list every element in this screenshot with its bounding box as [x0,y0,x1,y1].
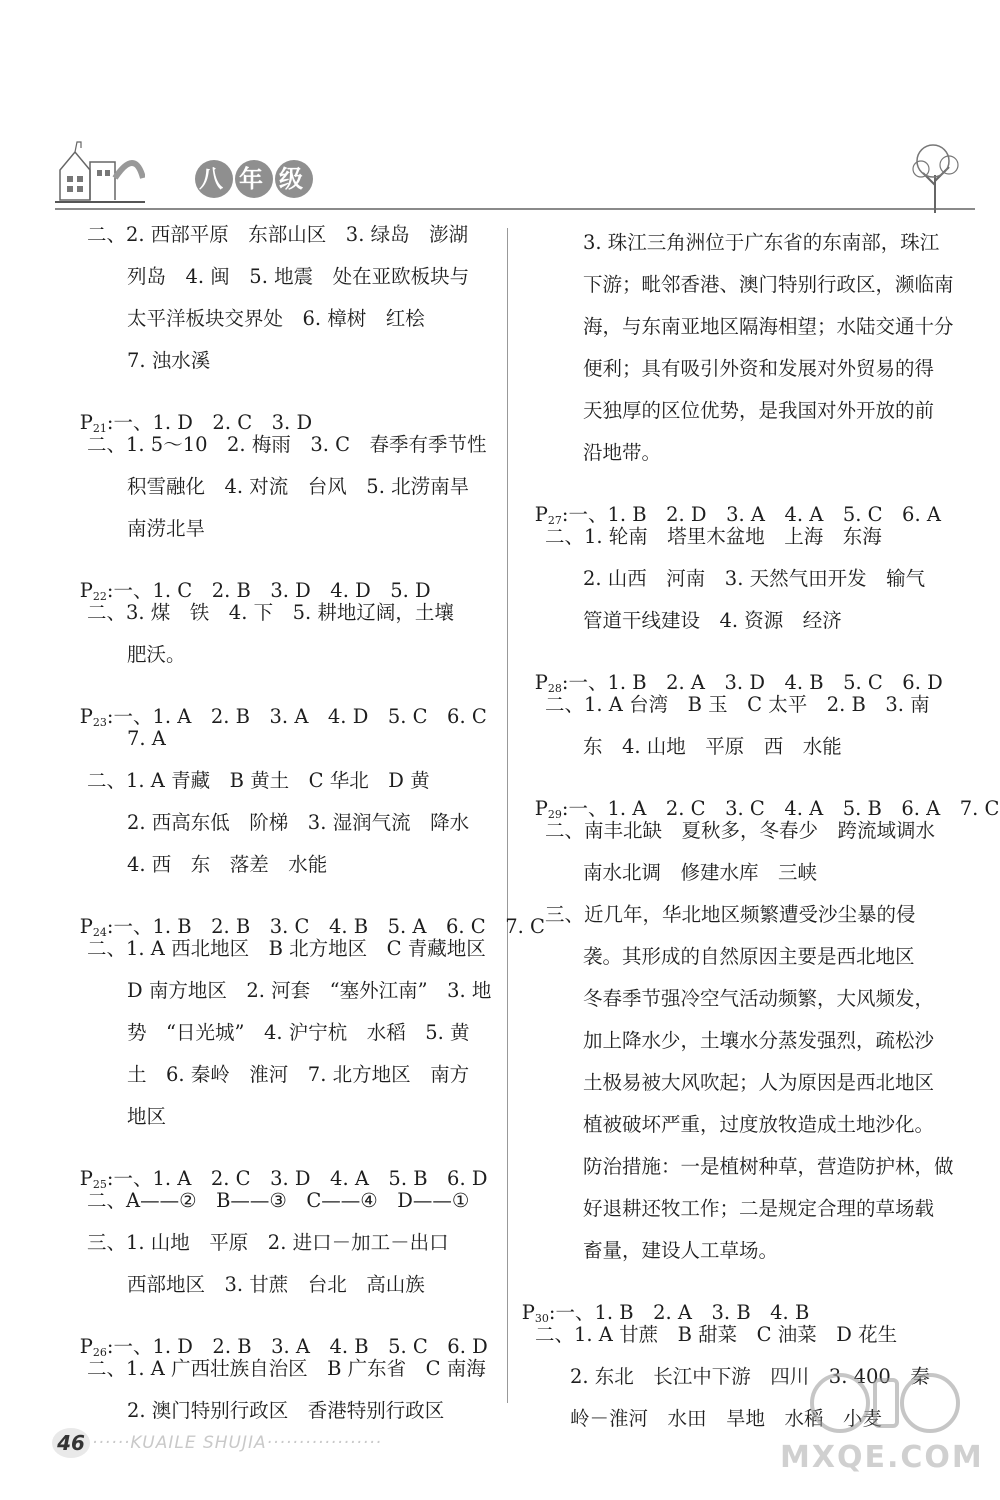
answer-line: 7. 浊水溪 [127,349,211,372]
answer-line: 畜量，建设人工草场。 [583,1239,779,1262]
answer-line: 3. 珠江三角洲位于广东省的东南部，珠江 [583,231,940,254]
answer-line: P30:一、1. B 2. A 3. B 4. B [521,1300,810,1325]
page-label: P23 [79,704,107,729]
answer-line: 袭。其形成的自然原因主要是西北地区 [583,945,915,968]
answer-line: 4. 西 东 落差 水能 [127,853,328,876]
answer-line: 三、近几年，华北地区频繁遭受沙尘暴的侵 [545,903,916,926]
answer-line: 植被破坏严重，过度放牧造成土地沙化。 [583,1113,935,1136]
page-label: P25 [79,1166,107,1191]
answer-line: 二、1. A 广西壮族自治区 B 广东省 C 南海 [87,1357,486,1380]
answer-line: 土 6. 秦岭 淮河 7. 北方地区 南方 [127,1063,470,1086]
answer-line: 2. 西高东低 阶梯 3. 湿润气流 降水 [127,811,470,834]
answer-line: 肥沃。 [127,643,186,666]
page-label: P28 [534,670,562,695]
answer-line: 南涝北旱 [127,517,206,540]
answer-line: P23:一、1. A 2. B 3. A 4. D 5. C 6. C [79,704,487,729]
answer-line: 冬春季节强冷空气活动频繁，大风频发， [583,987,935,1010]
answer-line: 7. A [127,727,166,750]
watermark [780,1368,990,1488]
watermark-text: MXQE.COM [780,1440,984,1475]
answer-line: 二、1. A 台湾 B 玉 C 太平 2. B 3. 南 [545,693,930,716]
page-header [0,130,1000,220]
answer-line: P29:一、1. A 2. C 3. C 4. A 5. B 6. A 7. C [534,796,1000,821]
answer-line: 2. 澳门特别行政区 香港特别行政区 [127,1399,445,1422]
answer-line: 岭－淮河 水田 旱地 水稻 小麦 [570,1407,883,1430]
answer-line: P28:一、1. B 2. A 3. D 4. B 5. C 6. D [534,670,943,695]
tree-illustration-icon [905,135,965,215]
answer-line: 加上降水少，土壤水分蒸发强烈，疏松沙 [583,1029,935,1052]
answer-line: D 南方地区 2. 河套 “塞外江南” 3. 地 [127,979,492,1002]
page-label: P22 [79,578,107,603]
answer-line: 下游；毗邻香港、澳门特别行政区，濒临南 [583,273,954,296]
answer-line: 东 4. 山地 平原 西 水能 [583,735,842,758]
answer-line: 势 “日光城” 4. 沪宁杭 水稻 5. 黄 [127,1021,470,1044]
answer-line: 天独厚的区位优势，是我国对外开放的前 [583,399,935,422]
grade-char: 年 [235,160,273,198]
page-label: P30 [521,1300,549,1325]
answer-line: P27:一、1. B 2. D 3. A 4. A 5. C 6. A [534,502,941,527]
column-divider [507,228,508,1403]
answer-line: 土极易被大风吹起；人为原因是西北地区 [583,1071,935,1094]
answer-line: 二、1. A 西北地区 B 北方地区 C 青藏地区 [87,937,486,960]
answer-line: 南水北调 修建水库 三峡 [583,861,818,884]
answer-line: 西部地区 3. 甘蔗 台北 高山族 [127,1273,425,1296]
answer-line: 二、1. 轮南 塔里木盆地 上海 东海 [545,525,882,548]
answer-line: 二、1. A 青藏 B 黄土 C 华北 D 黄 [87,769,430,792]
answer-line: P22:一、1. C 2. B 3. D 4. D 5. D [79,578,431,603]
house-illustration-icon [55,138,145,208]
answer-line: 二、2. 西部平原 东部山区 3. 绿岛 澎湖 [87,223,469,246]
grade-char: 级 [275,160,313,198]
answer-line: 三、1. 山地 平原 2. 进口－加工－出口 [87,1231,449,1254]
answer-line: 地区 [127,1105,167,1128]
answer-line: 二、1. A 甘蔗 B 甜菜 C 油菜 D 花生 [535,1323,898,1346]
page-label: P29 [534,796,562,821]
answer-line: 二、A——② B——③ C——④ D——① [87,1189,470,1212]
page-label: P26 [79,1334,107,1359]
answer-line: 海，与东南亚地区隔海相望；水陆交通十分 [583,315,954,338]
page-number: 46 [52,1428,90,1458]
answer-line: P25:一、1. A 2. C 3. D 4. A 5. B 6. D [79,1166,488,1191]
answer-line: 沿地带。 [583,441,662,464]
grade-title [195,160,315,198]
series-footer-text: ······KUAILE SHUJIA·················· [92,1433,382,1453]
answer-line: 列岛 4. 闽 5. 地震 处在亚欧板块与 [127,265,470,288]
page-label: P27 [534,502,562,527]
answer-line: P24:一、1. B 2. B 3. C 4. B 5. A 6. C 7. C [79,914,545,939]
answer-line: 防治措施：一是植树种草，营造防护林，做 [583,1155,954,1178]
answer-line: 2. 山西 河南 3. 天然气田开发 输气 [583,567,926,590]
answer-line: 二、3. 煤 铁 4. 下 5. 耕地辽阔，土壤 [87,601,454,624]
answer-line: 好退耕还牧工作；二是规定合理的草场载 [583,1197,935,1220]
page-label: P24 [79,914,107,939]
answer-line: 太平洋板块交界处 6. 樟树 红桧 [127,307,425,330]
page-label: P21 [79,410,107,435]
answer-line: 积雪融化 4. 对流 台风 5. 北涝南旱 [127,475,470,498]
answer-line: 二、南丰北缺 夏秋多，冬春少 跨流域调水 [545,819,936,842]
watermark-stamp-icon [780,1368,990,1438]
answer-line: P21:一、1. D 2. C 3. D [79,410,313,435]
answer-line: 管道干线建设 4. 资源 经济 [583,609,842,632]
answer-line: P26:一、1. D 2. B 3. A 4. B 5. C 6. D [79,1334,488,1359]
header-divider [55,208,975,210]
answer-line: 二、1. 5～10 2. 梅雨 3. C 春季有季节性 [87,433,487,456]
answer-line: 便利；具有吸引外资和发展对外贸易的得 [583,357,935,380]
answer-line: 2. 东北 长江中下游 四川 3. 400 秦 [570,1365,930,1388]
grade-char: 八 [195,160,233,198]
